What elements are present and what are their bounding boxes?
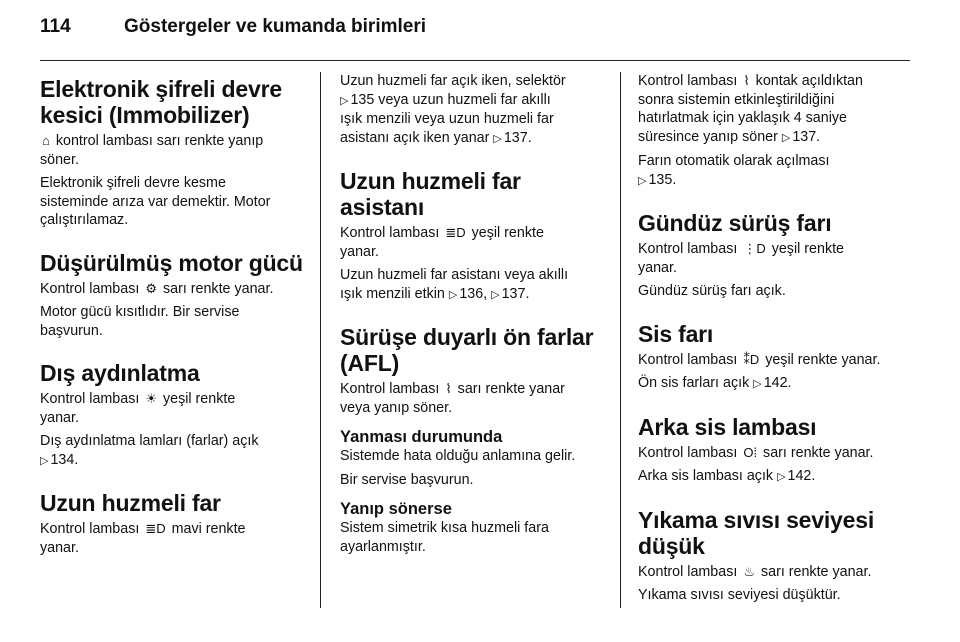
high-beam-assist-status: Kontrol lambası ≣D yeşil renkte yanar. <box>340 225 544 260</box>
high-beam-icon: ≣D <box>145 521 166 536</box>
daytime-light-icon: ⋮D <box>743 241 766 256</box>
column-2 <box>340 72 608 561</box>
page-ref-link[interactable]: 135. <box>648 171 677 188</box>
section-title-exterior-light: Dış aydınlatma <box>40 360 200 386</box>
section-title-daytime-light: Gündüz sürüş farı <box>638 210 832 236</box>
section-title-washer-fluid: Yıkama sıvısı seviyesi düşük <box>638 506 875 559</box>
washer-fluid-description: Yıkama sıvısı seviyesi düşüktür. <box>638 587 841 603</box>
failure-advice: Bir servise başvurun. <box>340 471 474 488</box>
immobilizer-icon: ⌂ <box>42 133 50 148</box>
high-beam-assist-description: Uzun huzmeli far asistanı veya akıllı ışık menzili etkin ▷ 136, ▷ 137. <box>340 266 608 304</box>
section-title-immobilizer: Elektronik şifreli devre kesici (Immobilizer) <box>40 76 282 128</box>
exterior-light-description: Dış aydınlatma lamları (farlar) açık ▷ 134. <box>40 432 308 470</box>
page-ref-link[interactable]: 134. <box>50 451 79 468</box>
column-1 <box>40 72 308 562</box>
exterior-light-status: Kontrol lambası ☀ yeşil renkte yanar. <box>40 391 236 426</box>
page-ref-arrow-icon: ▷ <box>638 174 647 187</box>
immobilizer-status: ⌂ kontrol lambası sarı renkte yanıp söner. <box>40 133 264 168</box>
high-beam-status: Kontrol lambası ≣D mavi renkte yanar. <box>40 521 246 556</box>
fog-light-status: Kontrol lambası ⁑D yeşil renkte yanar. <box>638 351 881 368</box>
page-ref-arrow-icon: ▷ <box>448 288 458 301</box>
section-title-high-beam-assist: Uzun huzmeli far asistanı <box>340 168 521 220</box>
section-title-afl: Sürüşe duyarlı ön farlar (AFL) <box>340 324 594 376</box>
high-beam-continued: Uzun huzmeli far açık iken, selektör ▷ 135 veya uzun huzmeli far akıllı ışık menzili veya uzun huzmeli far asistanı açık iken yanar ▷ 137. <box>340 72 608 148</box>
rear-fog-light-status: Kontrol lambası O⁞ sarı renkte yanar. <box>638 444 874 461</box>
column-divider-1 <box>320 72 321 608</box>
auto-light-reference: Farın otomatik olarak açılması ▷ 135. <box>638 152 910 190</box>
page-ref-link[interactable]: 137. <box>792 128 821 145</box>
page-ref-arrow-icon: ▷ <box>777 471 786 483</box>
section-title-rear-fog-light: Arka sis lambası <box>638 413 817 440</box>
page-ref-link[interactable]: 136, <box>459 285 488 302</box>
failure-description: Sistemde hata olduğu anlamına gelir. <box>340 448 576 464</box>
page-ref-arrow-icon: ▷ <box>40 454 49 467</box>
page-header <box>40 12 920 48</box>
page-ref-arrow-icon: ▷ <box>753 378 762 390</box>
page-ref-arrow-icon: ▷ <box>340 94 349 107</box>
page-ref-link[interactable]: 142. <box>763 375 792 391</box>
rear-fog-light-description: Arka sis lambası açık ▷ 142. <box>638 467 910 487</box>
page-number: 114 <box>40 16 71 37</box>
fog-light-description: Ön sis farları açık ▷ 142. <box>638 374 910 394</box>
exterior-light-icon: ☀ <box>145 391 157 406</box>
column-3 <box>638 72 910 610</box>
flashing-description: Sistem simetrik kısa huzmeli fara ayarlanmıştır. <box>340 520 549 555</box>
afl-icon: ⌇ <box>743 73 750 88</box>
subsection-title-illuminated: Yanması durumunda <box>340 428 503 446</box>
page-ref-link[interactable]: 137. <box>503 129 532 146</box>
daytime-light-status: Kontrol lambası ⋮D yeşil renkte yanar. <box>638 241 845 276</box>
subsection-title-flashing: Yanıp sönerse <box>340 500 452 518</box>
page-ref-link[interactable]: 142. <box>787 468 816 484</box>
immobilizer-description: Elektronik şifreli devre kesme sisteminde arıza var demektir. Motor çalıştırılamaz. <box>40 175 271 228</box>
afl-icon: ⌇ <box>445 381 452 396</box>
rear-fog-light-icon: O⁞ <box>743 444 758 460</box>
section-title-fog-light: Sis farı <box>638 320 714 347</box>
page-ref-link[interactable]: 137. <box>501 285 530 302</box>
reduced-power-description: Motor gücü kısıtlıdır. Bir servise başvurun. <box>40 304 240 339</box>
page-ref-arrow-icon: ▷ <box>781 131 791 144</box>
section-title-high-beam: Uzun huzmeli far <box>40 490 221 516</box>
afl-continued: Kontrol lambası ⌇ kontak açıldıktan sonra sistemin etkinleştirildiğini hatırlatmak için yaklaşık 4 saniye süresince yanıp söner ▷ 137. <box>638 72 910 147</box>
afl-status: Kontrol lambası ⌇ sarı renkte yanar veya yanıp söner. <box>340 381 565 416</box>
engine-power-icon: ⚙ <box>145 280 157 296</box>
column-divider-2 <box>620 72 621 608</box>
daytime-light-description: Gündüz sürüş farı açık. <box>638 283 786 299</box>
header-divider <box>40 60 910 61</box>
washer-fluid-icon: ♨ <box>743 563 755 579</box>
running-title: Göstergeler ve kumanda birimleri <box>124 16 427 37</box>
high-beam-assist-icon: ≣D <box>445 225 466 240</box>
reduced-power-status: Kontrol lambası ⚙ sarı renkte yanar. <box>40 280 274 297</box>
page-ref-arrow-icon: ▷ <box>491 288 500 301</box>
fog-light-icon: ⁑D <box>743 351 760 367</box>
washer-fluid-status: Kontrol lambası ♨ sarı renkte yanar. <box>638 563 872 580</box>
page-ref-arrow-icon: ▷ <box>493 132 502 145</box>
section-title-reduced-power: Düşürülmüş motor gücü <box>40 249 303 276</box>
